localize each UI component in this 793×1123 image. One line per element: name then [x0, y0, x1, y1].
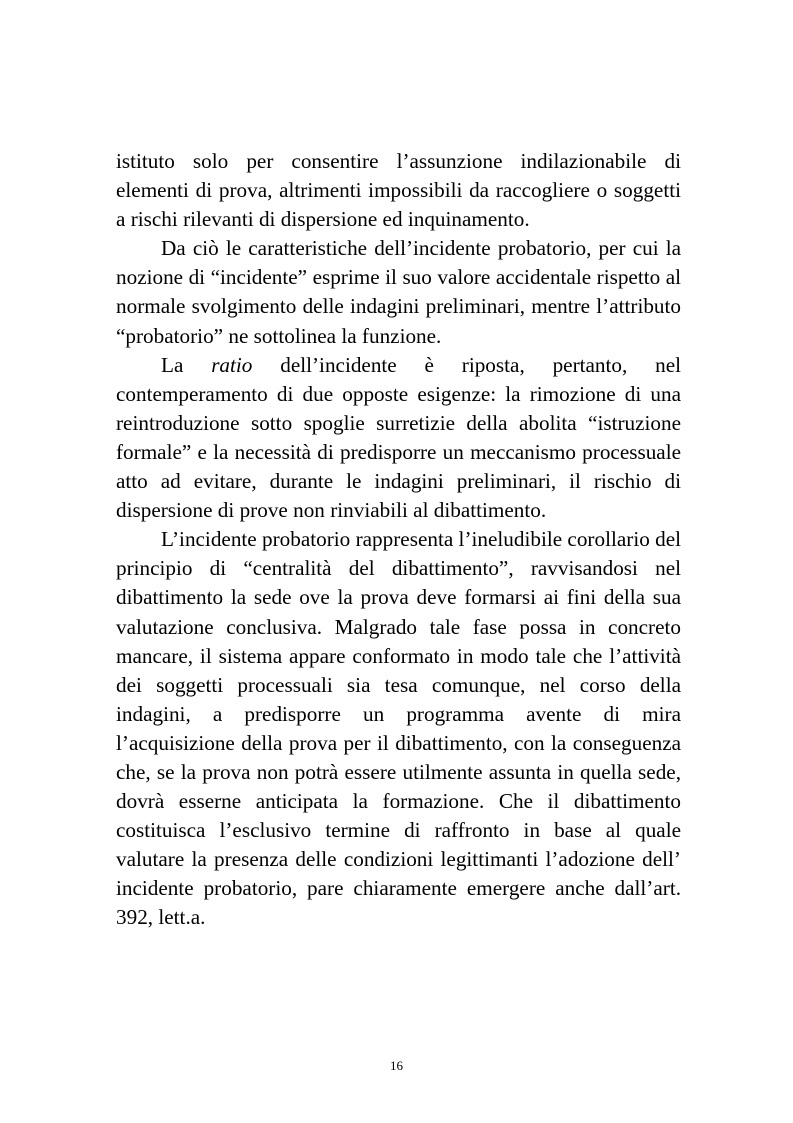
paragraph-text: Da ciò le caratteristiche dell’incidente probatorio, per cui la nozione di “incidente” esprime il suo valore accidentale rispetto al normale svolgimento delle indagini preliminari, mentre l’attributo “probatorio” ne sottolinea la funzione. [116, 236, 681, 348]
paragraph-ratio [116, 351, 681, 526]
paragraph-text: istituto solo per consentire l’assunzione indilazionabile di elementi di prova, altrimenti impossibili da raccogliere o soggetti a rischi rilevanti di dispersione ed inquinamento. [116, 149, 681, 232]
italic-term: ratio [211, 352, 253, 377]
paragraph-text: dell’incidente è riposta, pertanto, nel contemperamento di due opposte esigenze: la rimozione di una reintroduzione sotto spoglie surretizie della abolita “istruzione formale” e la necessità di predisporre un meccanismo processuale atto ad evitare, durante le indagini preliminari, il rischio di dispersione di prove non rinviabili al dibattimento. [116, 352, 681, 523]
paragraph-centralita [116, 525, 681, 932]
paragraph-text: La [161, 352, 212, 377]
paragraph-incidente-characteristics [116, 234, 681, 350]
page-number: 16 [390, 1058, 403, 1073]
paragraph-continuation [116, 147, 681, 234]
paragraph-text: L’incidente probatorio rappresenta l’ineludibile corollario del principio di “centralità del dibattimento”, ravvisandosi nel dibattimento la sede ove la prova deve formarsi ai fini della sua valutazione conclusiva. Malgrado tale fase possa in concreto mancare, il sistema appare conformato in modo tale che l’attività dei soggetti processuali sia tesa comunque, nel corso della indagini, a predisporre un programma avente di mira l’acquisizione della prova per il dibattimento, con la conseguenza che, se la prova non potrà essere utilmente assunta in quella sede, dovrà esserne anticipata la formazione. Che il dibattimento costituisca l’esclusivo termine di raffronto in base al quale valutare la presenza delle condizioni legittimanti l’adozione dell’ incidente probatorio, pare chiaramente emergere anche dall’art. 392, lett.a. [116, 527, 681, 930]
document-body [116, 147, 681, 933]
